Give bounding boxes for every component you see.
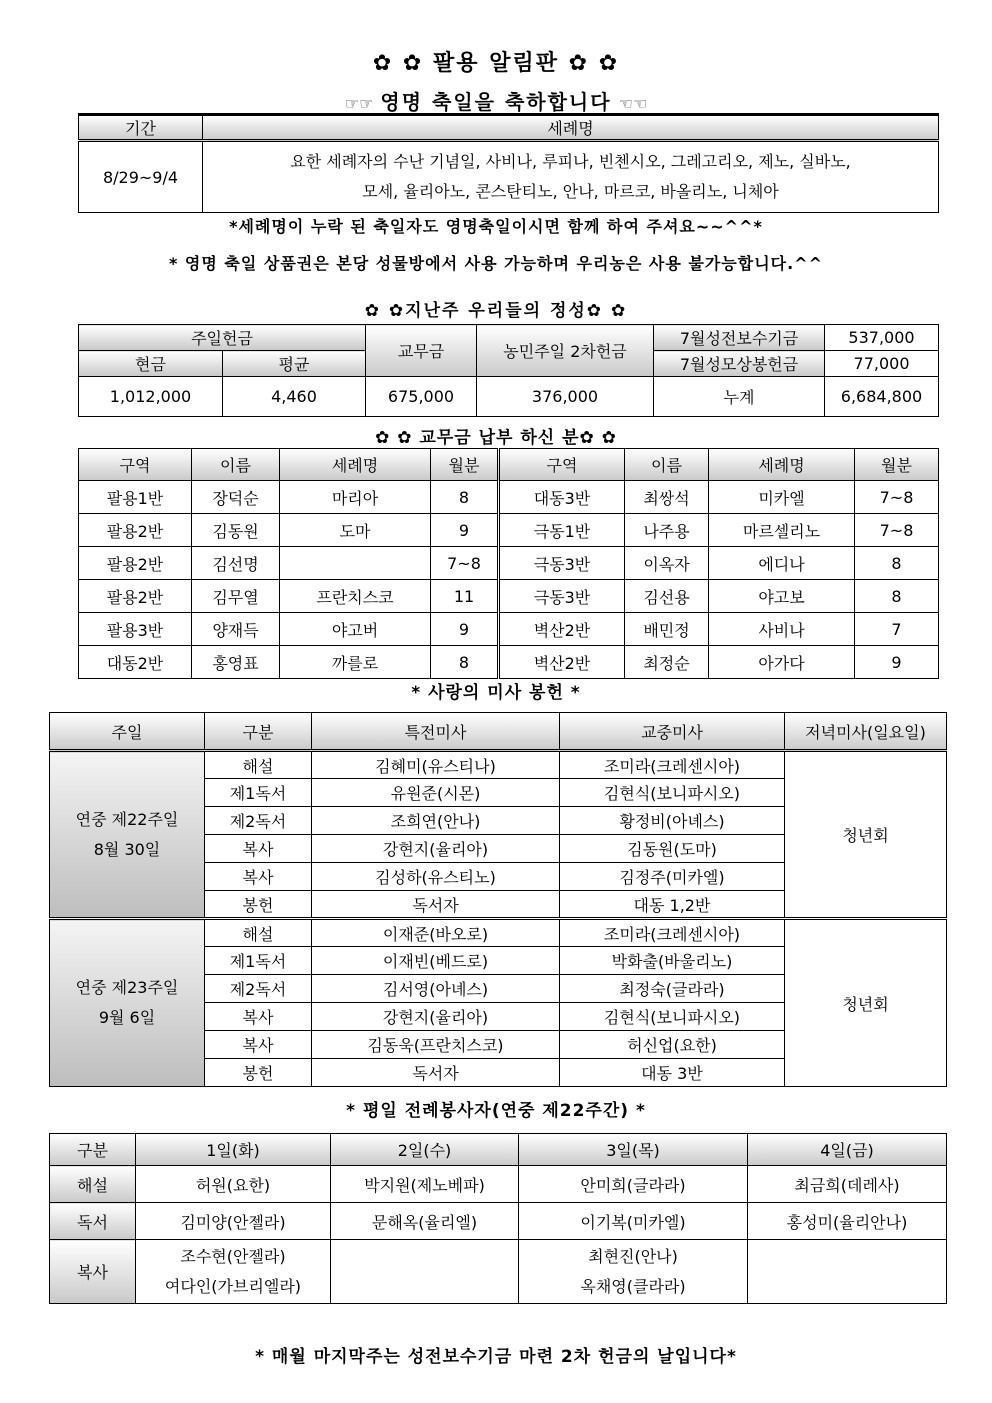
tithe-cell: 홍영표 [192, 646, 280, 679]
mass-header: 주일 [50, 713, 205, 751]
feast-note2: * 영명 축일 상품권은 본당 성물방에서 사용 가능하며 우리농은 사용 불가능합니다.^^ [168, 254, 823, 273]
tithe-cell: 장덕순 [192, 481, 280, 514]
mass-cell: 대동 1,2반 [560, 891, 785, 919]
tithe-header: 월분 [855, 449, 939, 481]
weekday-server-name: 최현진(안나) [588, 1246, 678, 1266]
feast-col-names: 세례명 [203, 115, 939, 141]
mass-role: 복사 [205, 1003, 312, 1031]
tithe-cell: 나주용 [625, 514, 709, 547]
tithe-cell [280, 547, 431, 580]
offering-sunday: 주일헌금 [79, 325, 366, 351]
tithe-cell: 배민정 [625, 613, 709, 646]
weekday-header: 1일(화) [136, 1134, 331, 1166]
tithe-cell: 마리아 [280, 481, 431, 514]
hand-left-icon: ☞☞ [344, 94, 374, 113]
mass-role: 제2독서 [205, 975, 312, 1003]
tithe-cell: 에디나 [709, 547, 855, 580]
tithe-cell: 야고보 [709, 580, 855, 613]
tithe-cell: 7~8 [855, 481, 939, 514]
tithe-cell: 마르셀리노 [709, 514, 855, 547]
tithe-cell: 최쌍석 [625, 481, 709, 514]
mass-cell: 최정숙(글라라) [560, 975, 785, 1003]
tithe-cell: 극동3반 [499, 547, 625, 580]
offering-avg: 평균 [223, 351, 366, 377]
tithe-cell: 이옥자 [625, 547, 709, 580]
tithe-header: 구역 [499, 449, 625, 481]
weekday-cell: 문해옥(율리엘) [331, 1203, 519, 1240]
weekday-cell: 홍성미(율리안나) [748, 1203, 947, 1240]
weekday-cell: 안미희(글라라) [519, 1166, 748, 1203]
mass-cell: 김서영(아녜스) [312, 975, 560, 1003]
mass-cell: 강현지(율리아) [312, 835, 560, 863]
mass-role: 해설 [205, 751, 312, 779]
tithe-cell: 야고버 [280, 613, 431, 646]
feast-names [203, 141, 939, 213]
table-row [79, 514, 939, 547]
offering-heading: ✿ ✿지난주 우리들의 정성✿ ✿ [364, 301, 628, 321]
offering-tithe-value: 675,000 [366, 377, 477, 417]
tithe-cell: 7 [855, 613, 939, 646]
weekday-header: 3일(목) [519, 1134, 748, 1166]
offering-farmer: 농민주일 2차헌금 [477, 325, 654, 377]
tithe-cell: 아가다 [709, 646, 855, 679]
weekday-header: 4일(금) [748, 1134, 947, 1166]
mass-role: 복사 [205, 835, 312, 863]
offering-avg-value: 4,460 [223, 377, 366, 417]
tithe-table [78, 448, 939, 679]
mass-header: 특전미사 [312, 713, 560, 751]
mass-header: 저녁미사(일요일) [785, 713, 947, 751]
tithe-header: 이름 [192, 449, 280, 481]
mass-evening: 청년회 [785, 919, 947, 1087]
mass-cell: 조희연(안나) [312, 807, 560, 835]
tithe-cell: 까를로 [280, 646, 431, 679]
weekday-server-4 [748, 1240, 947, 1304]
mass-cell: 이재빈(베드로) [312, 947, 560, 975]
tithe-cell: 최정순 [625, 646, 709, 679]
weekday-server-name: 조수현(안젤라) [180, 1246, 286, 1266]
weekday-server-3 [519, 1240, 748, 1304]
mass-cell: 김정주(미카엘) [560, 863, 785, 891]
table-row [79, 547, 939, 580]
tithe-heading: ✿ ✿ 교무금 납부 하신 분✿ ✿ [375, 428, 617, 448]
tithe-header: 세례명 [709, 449, 855, 481]
weekday-server-name: 옥채영(클라라) [580, 1276, 686, 1296]
table-row [79, 481, 939, 514]
tithe-cell: 8 [855, 580, 939, 613]
tithe-cell: 7~8 [431, 547, 499, 580]
mass-heading: * 사랑의 미사 봉헌 * [411, 683, 581, 703]
tithe-header: 세례명 [280, 449, 431, 481]
tithe-cell: 9 [431, 613, 499, 646]
mass-role: 복사 [205, 1031, 312, 1059]
mass-cell: 박화출(바울리노) [560, 947, 785, 975]
mass-role: 복사 [205, 863, 312, 891]
footer-note: * 매월 마지막주는 성전보수기금 마련 2차 헌금의 날입니다* [255, 1347, 737, 1367]
mass-cell: 김성하(유스티노) [312, 863, 560, 891]
tithe-cell: 김무열 [192, 580, 280, 613]
tithe-cell: 극동3반 [499, 580, 625, 613]
table-row [50, 751, 947, 779]
mass-evening: 청년회 [785, 751, 947, 919]
tithe-cell: 벽산2반 [499, 646, 625, 679]
mass-cell: 허신업(요한) [560, 1031, 785, 1059]
mass-cell: 대동 3반 [560, 1059, 785, 1087]
table-row [79, 646, 939, 679]
mass-cell: 김현식(보니파시오) [560, 1003, 785, 1031]
mass-cell: 김혜미(유스티나) [312, 751, 560, 779]
weekday-role: 복사 [50, 1240, 136, 1304]
mass-week-title: 연중 제22주일 [75, 809, 179, 829]
mass-week-date: 8월 30일 [93, 839, 161, 859]
weekday-cell: 박지원(제노베파) [331, 1166, 519, 1203]
table-row [50, 919, 947, 947]
tithe-cell: 벽산2반 [499, 613, 625, 646]
mass-table [49, 712, 947, 1087]
mass-cell: 조미라(크레센시아) [560, 919, 785, 947]
tithe-header: 이름 [625, 449, 709, 481]
offering-total-value: 6,684,800 [825, 377, 939, 417]
tithe-cell: 9 [431, 514, 499, 547]
tithe-cell: 7~8 [855, 514, 939, 547]
feast-names-line2: 모세, 율리아노, 콘스탄티노, 안나, 마르코, 바올리노, 니체아 [362, 182, 779, 201]
weekday-server-1 [136, 1240, 331, 1304]
tithe-cell: 8 [855, 547, 939, 580]
mass-cell: 황정비(아녜스) [560, 807, 785, 835]
offering-mary-value: 77,000 [825, 351, 939, 377]
tithe-cell: 양재득 [192, 613, 280, 646]
offering-table [78, 324, 939, 417]
tithe-cell: 팔용1반 [79, 481, 192, 514]
offering-repair: 7월성전보수기금 [654, 325, 825, 351]
mass-role: 봉헌 [205, 891, 312, 919]
tithe-cell: 9 [855, 646, 939, 679]
mass-header: 구분 [205, 713, 312, 751]
tithe-cell: 8 [431, 481, 499, 514]
weekday-heading: * 평일 전례봉사자(연중 제22주간) * [346, 1101, 646, 1121]
weekday-cell: 이기복(미카엘) [519, 1203, 748, 1240]
tithe-cell: 팔용2반 [79, 547, 192, 580]
offering-tithe: 교무금 [366, 325, 477, 377]
weekday-table [49, 1133, 947, 1304]
mass-week-label [50, 919, 205, 1087]
mass-role: 봉헌 [205, 1059, 312, 1087]
feast-table [78, 113, 939, 213]
mass-cell: 김현식(보니파시오) [560, 779, 785, 807]
mass-week-title: 연중 제23주일 [75, 978, 179, 997]
mass-role: 제2독서 [205, 807, 312, 835]
tithe-cell: 팔용2반 [79, 580, 192, 613]
mass-cell: 독서자 [312, 891, 560, 919]
mass-week-label [50, 751, 205, 919]
tithe-cell: 프란치스코 [280, 580, 431, 613]
tithe-cell: 8 [431, 646, 499, 679]
table-row [79, 613, 939, 646]
mass-cell: 이재준(바오로) [312, 919, 560, 947]
tithe-cell: 팔용3반 [79, 613, 192, 646]
weekday-server-2 [331, 1240, 519, 1304]
mass-role: 제1독서 [205, 947, 312, 975]
tithe-cell: 김선명 [192, 547, 280, 580]
mass-cell: 김동원(도마) [560, 835, 785, 863]
mass-role: 해설 [205, 919, 312, 947]
feast-heading-text: 영명 축일을 축하합니다 [380, 90, 612, 114]
page-title: ✿ ✿ 팔용 알림판 ✿ ✿ [372, 51, 620, 76]
weekday-cell: 허원(요한) [136, 1166, 331, 1203]
feast-names-line1: 요한 세례자의 수난 기념일, 사비나, 루피나, 빈첸시오, 그레고리오, 제노, 실바노, [290, 152, 851, 171]
feast-heading [0, 86, 992, 115]
hand-right-icon: ☜☜ [618, 94, 648, 113]
tithe-header: 구역 [79, 449, 192, 481]
offering-total: 누계 [654, 377, 825, 417]
weekday-server-name: 여다인(가브리엘라) [164, 1276, 302, 1296]
weekday-header: 구분 [50, 1134, 136, 1166]
tithe-cell: 극동1반 [499, 514, 625, 547]
mass-header: 교중미사 [560, 713, 785, 751]
tithe-cell: 대동3반 [499, 481, 625, 514]
tithe-cell: 김동원 [192, 514, 280, 547]
mass-cell: 조미라(크레센시아) [560, 751, 785, 779]
offering-cash-value: 1,012,000 [79, 377, 223, 417]
feast-col-period: 기간 [79, 115, 203, 141]
tithe-header: 월분 [431, 449, 499, 481]
weekday-header: 2일(수) [331, 1134, 519, 1166]
feast-note1: *세례명이 누락 된 축일자도 영명축일이시면 함께 하여 주셔요~~^^* [229, 217, 763, 236]
offering-mary: 7월성모상봉헌금 [654, 351, 825, 377]
tithe-cell: 대동2반 [79, 646, 192, 679]
tithe-cell: 미카엘 [709, 481, 855, 514]
tithe-cell: 사비나 [709, 613, 855, 646]
mass-cell: 독서자 [312, 1059, 560, 1087]
weekday-role: 해설 [50, 1166, 136, 1203]
mass-week-date: 9월 6일 [98, 1008, 156, 1027]
tithe-cell: 11 [431, 580, 499, 613]
weekday-cell: 김미양(안젤라) [136, 1203, 331, 1240]
weekday-role: 독서 [50, 1203, 136, 1240]
offering-repair-value: 537,000 [825, 325, 939, 351]
tithe-cell: 팔용2반 [79, 514, 192, 547]
mass-role: 제1독서 [205, 779, 312, 807]
tithe-cell: 김선용 [625, 580, 709, 613]
offering-farmer-value: 376,000 [477, 377, 654, 417]
offering-cash: 현금 [79, 351, 223, 377]
feast-period: 8/29~9/4 [79, 141, 203, 213]
tithe-cell: 도마 [280, 514, 431, 547]
mass-cell: 강현지(율리아) [312, 1003, 560, 1031]
mass-cell: 유원준(시몬) [312, 779, 560, 807]
table-row [79, 580, 939, 613]
weekday-cell: 최금희(데레사) [748, 1166, 947, 1203]
mass-cell: 김동욱(프란치스코) [312, 1031, 560, 1059]
